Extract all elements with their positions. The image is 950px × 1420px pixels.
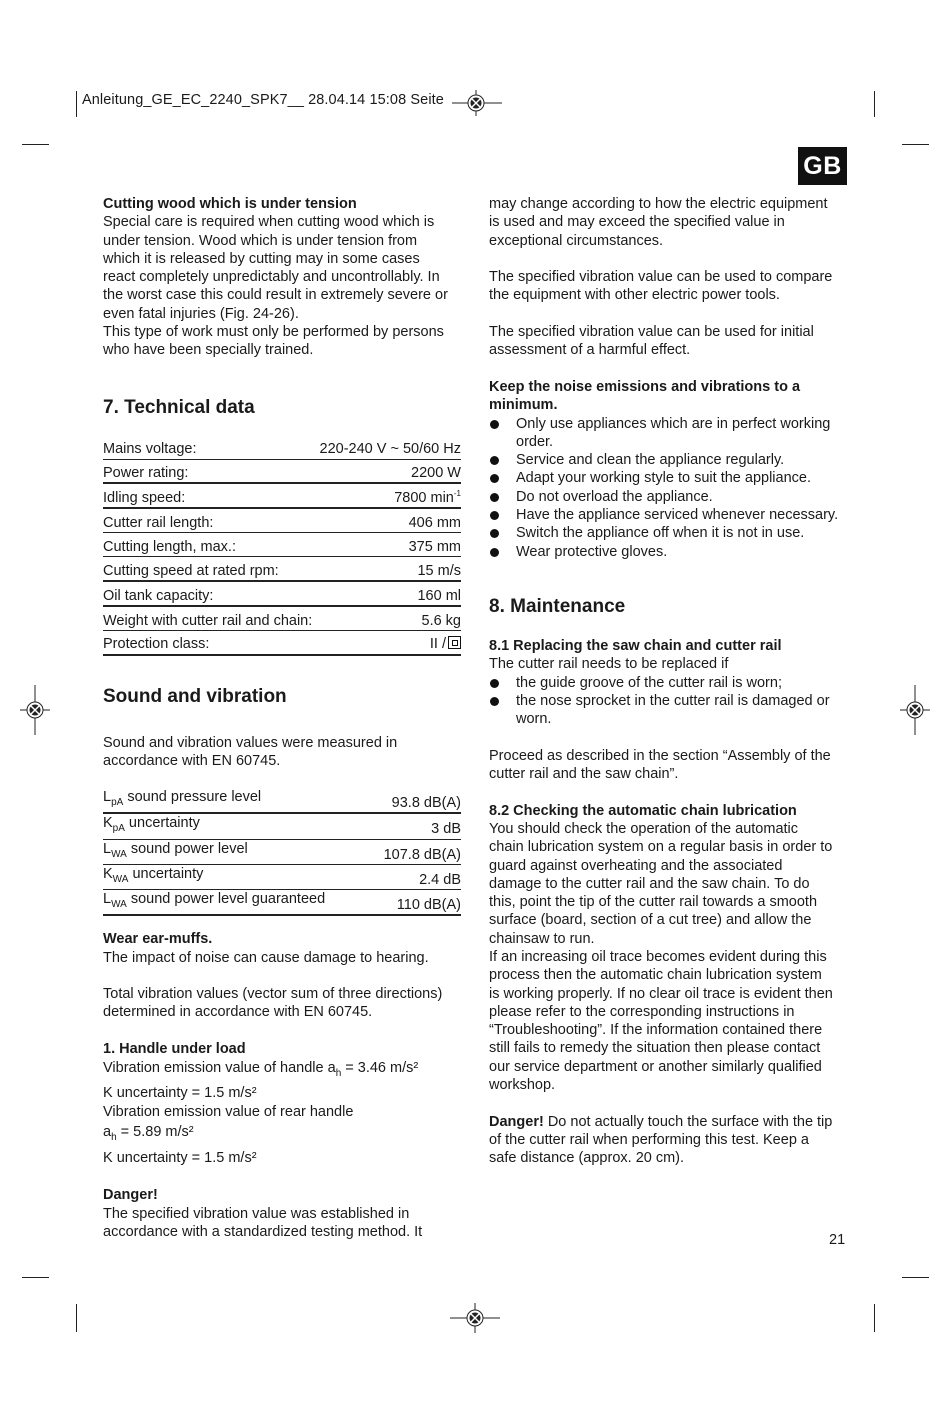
- paragraph-line: may change according to how the electric equipment: [489, 196, 828, 212]
- section-heading: 8.1 Replacing the saw chain and cutter rail: [489, 637, 782, 654]
- table-row: [103, 483, 461, 508]
- paragraph-line: safe distance (approx. 20 cm).: [489, 1150, 685, 1167]
- paragraph-line: please refer to the corresponding instructions in: [489, 1003, 795, 1020]
- table-row: [103, 581, 461, 606]
- paragraph-line: Vibration emission value of rear handle: [103, 1104, 354, 1121]
- table-cell-value: 93.8 dB(A): [369, 788, 462, 813]
- paragraph-line: If an increasing oil trace becomes evident during this: [489, 948, 827, 965]
- table-cell-value: 110 dB(A): [369, 890, 462, 916]
- paragraph-line: is working properly. If no clear oil trace is evident then: [489, 985, 833, 1002]
- paragraph-line: the equipment with other electric power tools.: [489, 287, 780, 304]
- paragraph-line: determined in accordance with EN 60745.: [103, 1004, 373, 1021]
- table-cell-label: $K_{WA}$ uncertainty: [103, 864, 369, 889]
- crop-mark: [76, 1304, 77, 1332]
- paragraph-line: damage to the cutter rail and the saw chain. To do: [489, 875, 810, 892]
- crop-mark: [22, 1277, 49, 1278]
- table-row: [103, 630, 461, 654]
- paragraph-line: K uncertainty = 1.5 m/s²: [103, 1150, 257, 1167]
- table-cell-label: $K_{pA}$ uncertainty: [103, 813, 369, 839]
- list-item: Switch the appliance off when it is not in use.: [489, 524, 845, 542]
- list-item: Have the appliance serviced whenever necessary.: [489, 506, 845, 524]
- table-cell-value: 15 m/s: [317, 557, 461, 581]
- paragraph-line: The impact of noise can cause damage to hearing.: [103, 949, 429, 966]
- section-heading: 8.2 Checking the automatic chain lubrication: [489, 802, 797, 819]
- paragraph-line: The specified vibration value can be used for initial: [489, 324, 814, 341]
- paragraph-line: Danger! Do not actually touch the surface with the tip: [489, 1113, 833, 1130]
- paragraph-line: surface (board, section of a cut tree) and allow the: [489, 912, 812, 929]
- paragraph-line: exceptional circumstances.: [489, 232, 664, 249]
- list-item: the nose sprocket in the cutter rail is damaged or worn.: [489, 692, 845, 729]
- paragraph-line: Total vibration values (vector sum of three directions): [103, 986, 443, 1003]
- table-cell-label: Cutting length, max.:: [103, 533, 317, 557]
- list-item: Only use appliances which are in perfect working order.: [489, 415, 845, 452]
- table-cell-value: 160 ml: [317, 581, 461, 606]
- table-cell-label: Cutter rail length:: [103, 508, 317, 532]
- table-row: [103, 864, 461, 889]
- paragraph-line: this, point the tip of the cutter rail towards a smooth: [489, 894, 818, 911]
- section-heading: Keep the noise emissions and vibrations to a: [489, 378, 801, 395]
- bullet-list: [489, 415, 845, 561]
- table-cell-label: Weight with cutter rail and chain:: [103, 606, 317, 630]
- table-row: [103, 813, 461, 839]
- paragraph-line: of the cutter rail when performing this test. Keep a: [489, 1131, 809, 1148]
- registration-mark-icon: [900, 685, 930, 735]
- crop-mark: [76, 91, 77, 117]
- table-cell-value: II /: [317, 630, 461, 654]
- table-cell-label: Protection class:: [103, 630, 317, 654]
- paragraph-line: guard against overheating and the associated: [489, 857, 783, 874]
- list-item: the guide groove of the cutter rail is worn;: [489, 674, 845, 692]
- sound-data-table: [103, 788, 461, 916]
- paragraph-line: assessment of a harmful effect.: [489, 342, 691, 359]
- paragraph-line: You should check the operation of the automatic: [489, 820, 799, 837]
- left-column: [103, 195, 463, 1241]
- paragraph-line: which it is released by cutting may in some cases: [103, 250, 420, 267]
- paragraph-line: even fatal injuries (Fig. 24-26).: [103, 305, 299, 322]
- table-cell-label: Power rating:: [103, 459, 317, 483]
- paragraph-line: chainsaw to run.: [489, 930, 595, 947]
- table-cell-value: 3 dB: [369, 813, 462, 839]
- paragraph-line: The specified vibration value can be used to compare: [489, 269, 833, 286]
- paragraph-line: under tension. Wood which is under tension from: [103, 232, 418, 249]
- table-cell-value: 406 mm: [317, 508, 461, 532]
- table-row: [103, 508, 461, 532]
- table-row: [103, 557, 461, 581]
- section-title: Sound and vibration: [103, 685, 287, 707]
- crop-mark: [874, 91, 875, 117]
- table-row: [103, 890, 461, 916]
- table-cell-value: 375 mm: [317, 533, 461, 557]
- danger-label: Danger!: [489, 1113, 544, 1130]
- table-row: [103, 459, 461, 483]
- paragraph-line: This type of work must only be performed by persons: [103, 324, 444, 341]
- table-cell-label: $L_{WA}$ sound power level: [103, 839, 369, 864]
- paragraph-line: The cutter rail needs to be replaced if: [489, 656, 729, 673]
- paragraph-line: “Troubleshooting”. If the information contained there: [489, 1022, 823, 1039]
- paragraph-line: Vibration emission value of handle $a_h = 3.46$ m/s²: [103, 1060, 419, 1080]
- paragraph-line: our service department or another similarly qualified: [489, 1058, 822, 1075]
- paragraph-line: Proceed as described in the section “Assembly of the: [489, 747, 831, 764]
- registration-mark-icon: [452, 90, 502, 116]
- list-item: Adapt your working style to suit the appliance.: [489, 469, 845, 487]
- table-cell-value: 2200 W: [317, 459, 461, 483]
- paragraph-line: accordance with a standardized testing method. It: [103, 1223, 423, 1240]
- list-item: Do not overload the appliance.: [489, 488, 845, 506]
- section-heading: 1. Handle under load: [103, 1041, 246, 1057]
- table-cell-label: $L_{WA}$ sound power level guaranteed: [103, 890, 369, 916]
- table-row: [103, 839, 461, 864]
- table-cell-value: 5.6 kg: [317, 606, 461, 630]
- technical-data-table: [103, 436, 461, 656]
- paragraph-line: Special care is required when cutting wood which is: [103, 214, 435, 231]
- paragraph-line: is used and may exceed the specified value in: [489, 214, 785, 231]
- paragraph-line: the worst case this could result in extremely severe or: [103, 287, 448, 304]
- table-row: [103, 788, 461, 813]
- table-row: [103, 606, 461, 630]
- section-heading: Cutting wood which is under tension: [103, 196, 357, 212]
- table-cell-value: 2.4 dB: [369, 864, 462, 889]
- section-heading: minimum.: [489, 397, 558, 414]
- paragraph-line: $a_h = 5.89$ m/s²: [103, 1124, 194, 1144]
- table-cell-label: Cutting speed at rated rpm:: [103, 557, 317, 581]
- paragraph-line: cutter rail and the saw chain”.: [489, 766, 679, 783]
- crop-mark: [874, 1304, 875, 1332]
- paragraph-line: K uncertainty = 1.5 m/s²: [103, 1085, 257, 1102]
- page-number: 21: [829, 1232, 846, 1248]
- paragraph-line: process then the automatic chain lubrication system: [489, 967, 822, 984]
- list-item: Wear protective gloves.: [489, 543, 845, 561]
- list-item: Service and clean the appliance regularly.: [489, 451, 845, 469]
- table-cell-value: 7800 $\min^{-1}$: [317, 483, 461, 508]
- section-title: 8. Maintenance: [489, 595, 626, 617]
- bullet-list: [489, 674, 845, 729]
- section-heading: Danger!: [103, 1187, 158, 1204]
- table-cell-label: Mains voltage:: [103, 436, 317, 459]
- paragraph-line: workshop.: [489, 1077, 556, 1094]
- table-cell-value: 107.8 dB(A): [369, 839, 462, 864]
- table-cell-label: Oil tank capacity:: [103, 581, 317, 606]
- paragraph-line: Sound and vibration values were measured in: [103, 734, 398, 751]
- section-heading: Wear ear-muffs.: [103, 931, 213, 948]
- print-header: Anleitung_GE_EC_2240_SPK7__ 28.04.14 15:08 Seite: [82, 92, 444, 108]
- section-title: 7. Technical data: [103, 396, 255, 418]
- table-cell-label: $L_{pA}$ sound pressure level: [103, 788, 369, 813]
- crop-mark: [22, 144, 49, 145]
- paragraph-line: still fails to remedy the situation then please contact: [489, 1040, 821, 1057]
- paragraph-line: accordance with EN 60745.: [103, 752, 281, 769]
- table-cell-value: 220-240 V ~ 50/60 Hz: [317, 436, 461, 459]
- paragraph-line: The specified vibration value was established in: [103, 1205, 410, 1222]
- registration-mark-icon: [450, 1303, 500, 1333]
- crop-mark: [902, 144, 929, 145]
- table-row: [103, 533, 461, 557]
- language-badge: GB: [798, 147, 847, 185]
- registration-mark-icon: [20, 685, 50, 735]
- paragraph-line: who have been specially trained.: [103, 342, 314, 359]
- right-column: [489, 195, 845, 1168]
- crop-mark: [902, 1277, 929, 1278]
- paragraph-line: react completely unpredictably and uncontrollably. In: [103, 269, 440, 286]
- table-row: [103, 436, 461, 459]
- table-cell-label: Idling speed:: [103, 483, 317, 508]
- paragraph-line: chain lubrication system on a regular basis in order to: [489, 839, 833, 856]
- protection-class-icon: [448, 636, 461, 649]
